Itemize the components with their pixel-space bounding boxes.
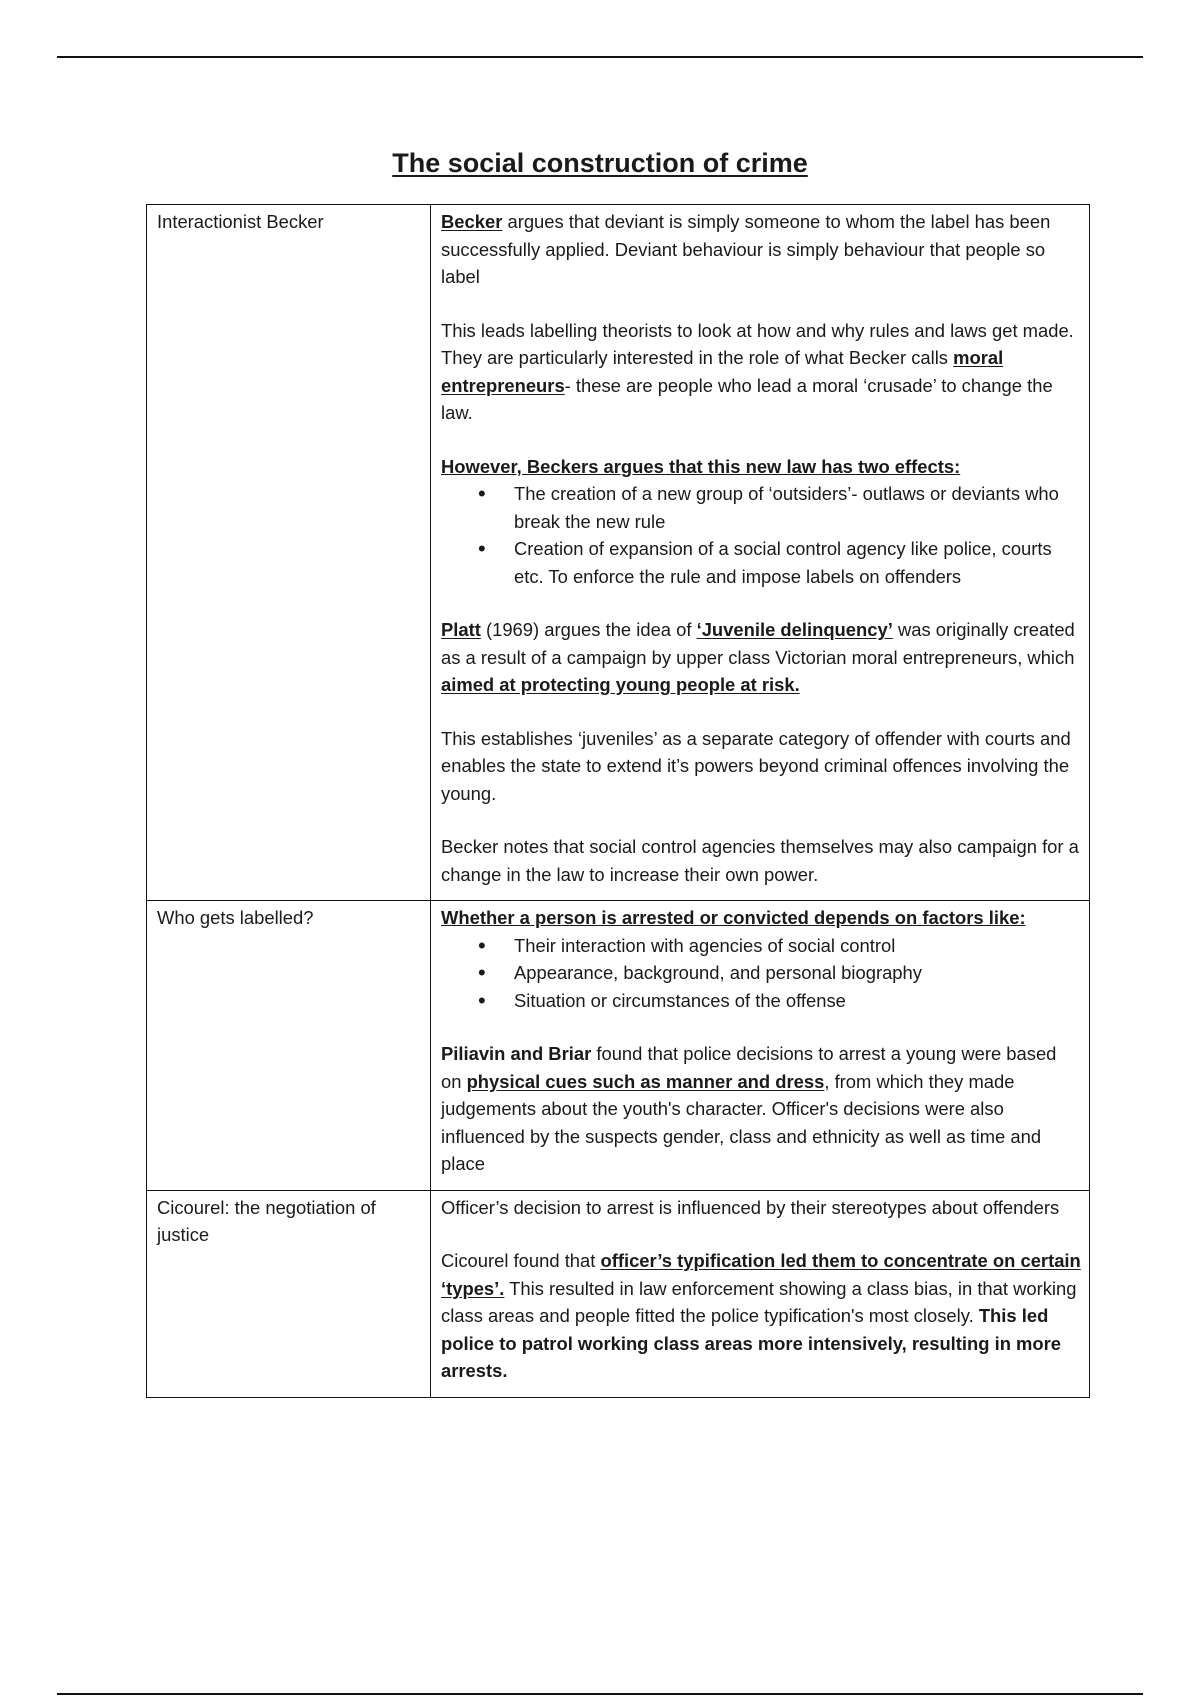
row-label: Cicourel: the negotiation of justice: [147, 1190, 431, 1397]
effects-list: [441, 480, 1081, 590]
list-item: • Their interaction with agencies of social control: [514, 932, 1081, 960]
table-row: [147, 1190, 1090, 1397]
juveniles-paragraph: This establishes ‘juveniles’ as a separate category of offender with courts and enables the state to extend it’s powers beyond criminal offences involving the young.: [441, 727, 1071, 804]
notes-table: [146, 204, 1090, 1398]
list-item: • Situation or circumstances of the offense: [514, 987, 1081, 1015]
agencies-paragraph: Becker notes that social control agencies themselves may also campaign for a change in the law to increase their own power.: [441, 836, 1079, 885]
table-row: [147, 205, 1090, 901]
piliavin-paragraph: Piliavin and Briar found that police decisions to arrest a young were based on physical cues such as manner and dress, from which they made judgements about the youth's character. Officer's decisions were also influenced by the suspects gender, class and ethnicity as well as time and place: [441, 1043, 1057, 1174]
row-label: Interactionist Becker: [147, 205, 431, 901]
list-item: • The creation of a new group of ‘outsiders’- outlaws or deviants who break the new rule: [514, 480, 1081, 535]
row-content: [431, 901, 1090, 1191]
becker-paragraph: Becker argues that deviant is simply someone to whom the label has been successfully applied. Deviant behaviour is simply behaviour that people so label: [441, 211, 1051, 287]
factors-list: [441, 932, 1081, 1015]
list-item: • Appearance, background, and personal biography: [514, 959, 1081, 987]
factors-heading: Whether a person is arrested or convicted depends on factors like:: [441, 907, 1026, 928]
list-item: • Creation of expansion of a social control agency like police, courts etc. To enforce the rule and impose labels on offenders: [514, 535, 1081, 590]
labelling-paragraph: This leads labelling theorists to look at how and why rules and laws get made. They are particularly interested in the role of what Becker calls moral entrepreneurs- these are people who lead a moral ‘crusade’ to change the law.: [441, 319, 1074, 423]
cicourel-paragraph: Cicourel found that officer’s typification led them to concentrate on certain ‘types’. This resulted in law enforcement showing a class bias, in that working class areas and people fitted the police typification's most closely. This led police to patrol working class areas more intensively, resulting in more arrests.: [441, 1250, 1081, 1381]
header-rule: [57, 56, 1143, 58]
effects-heading: However, Beckers argues that this new law has two effects:: [441, 455, 961, 477]
table-row: [147, 901, 1090, 1191]
row-content: [431, 205, 1090, 901]
stereotypes-paragraph: Officer’s decision to arrest is influenced by their stereotypes about offenders: [441, 1196, 1060, 1218]
page-title: The social construction of crime: [392, 148, 808, 178]
row-label: Who gets labelled?: [147, 901, 431, 1191]
row-content: [431, 1190, 1090, 1397]
footer-rule: [57, 1693, 1143, 1695]
platt-paragraph: Platt (1969) argues the idea of ‘Juvenile delinquency’ was originally created as a result of a campaign by upper class Victorian moral entrepreneurs, which aimed at protecting young people at risk.: [441, 619, 1075, 695]
